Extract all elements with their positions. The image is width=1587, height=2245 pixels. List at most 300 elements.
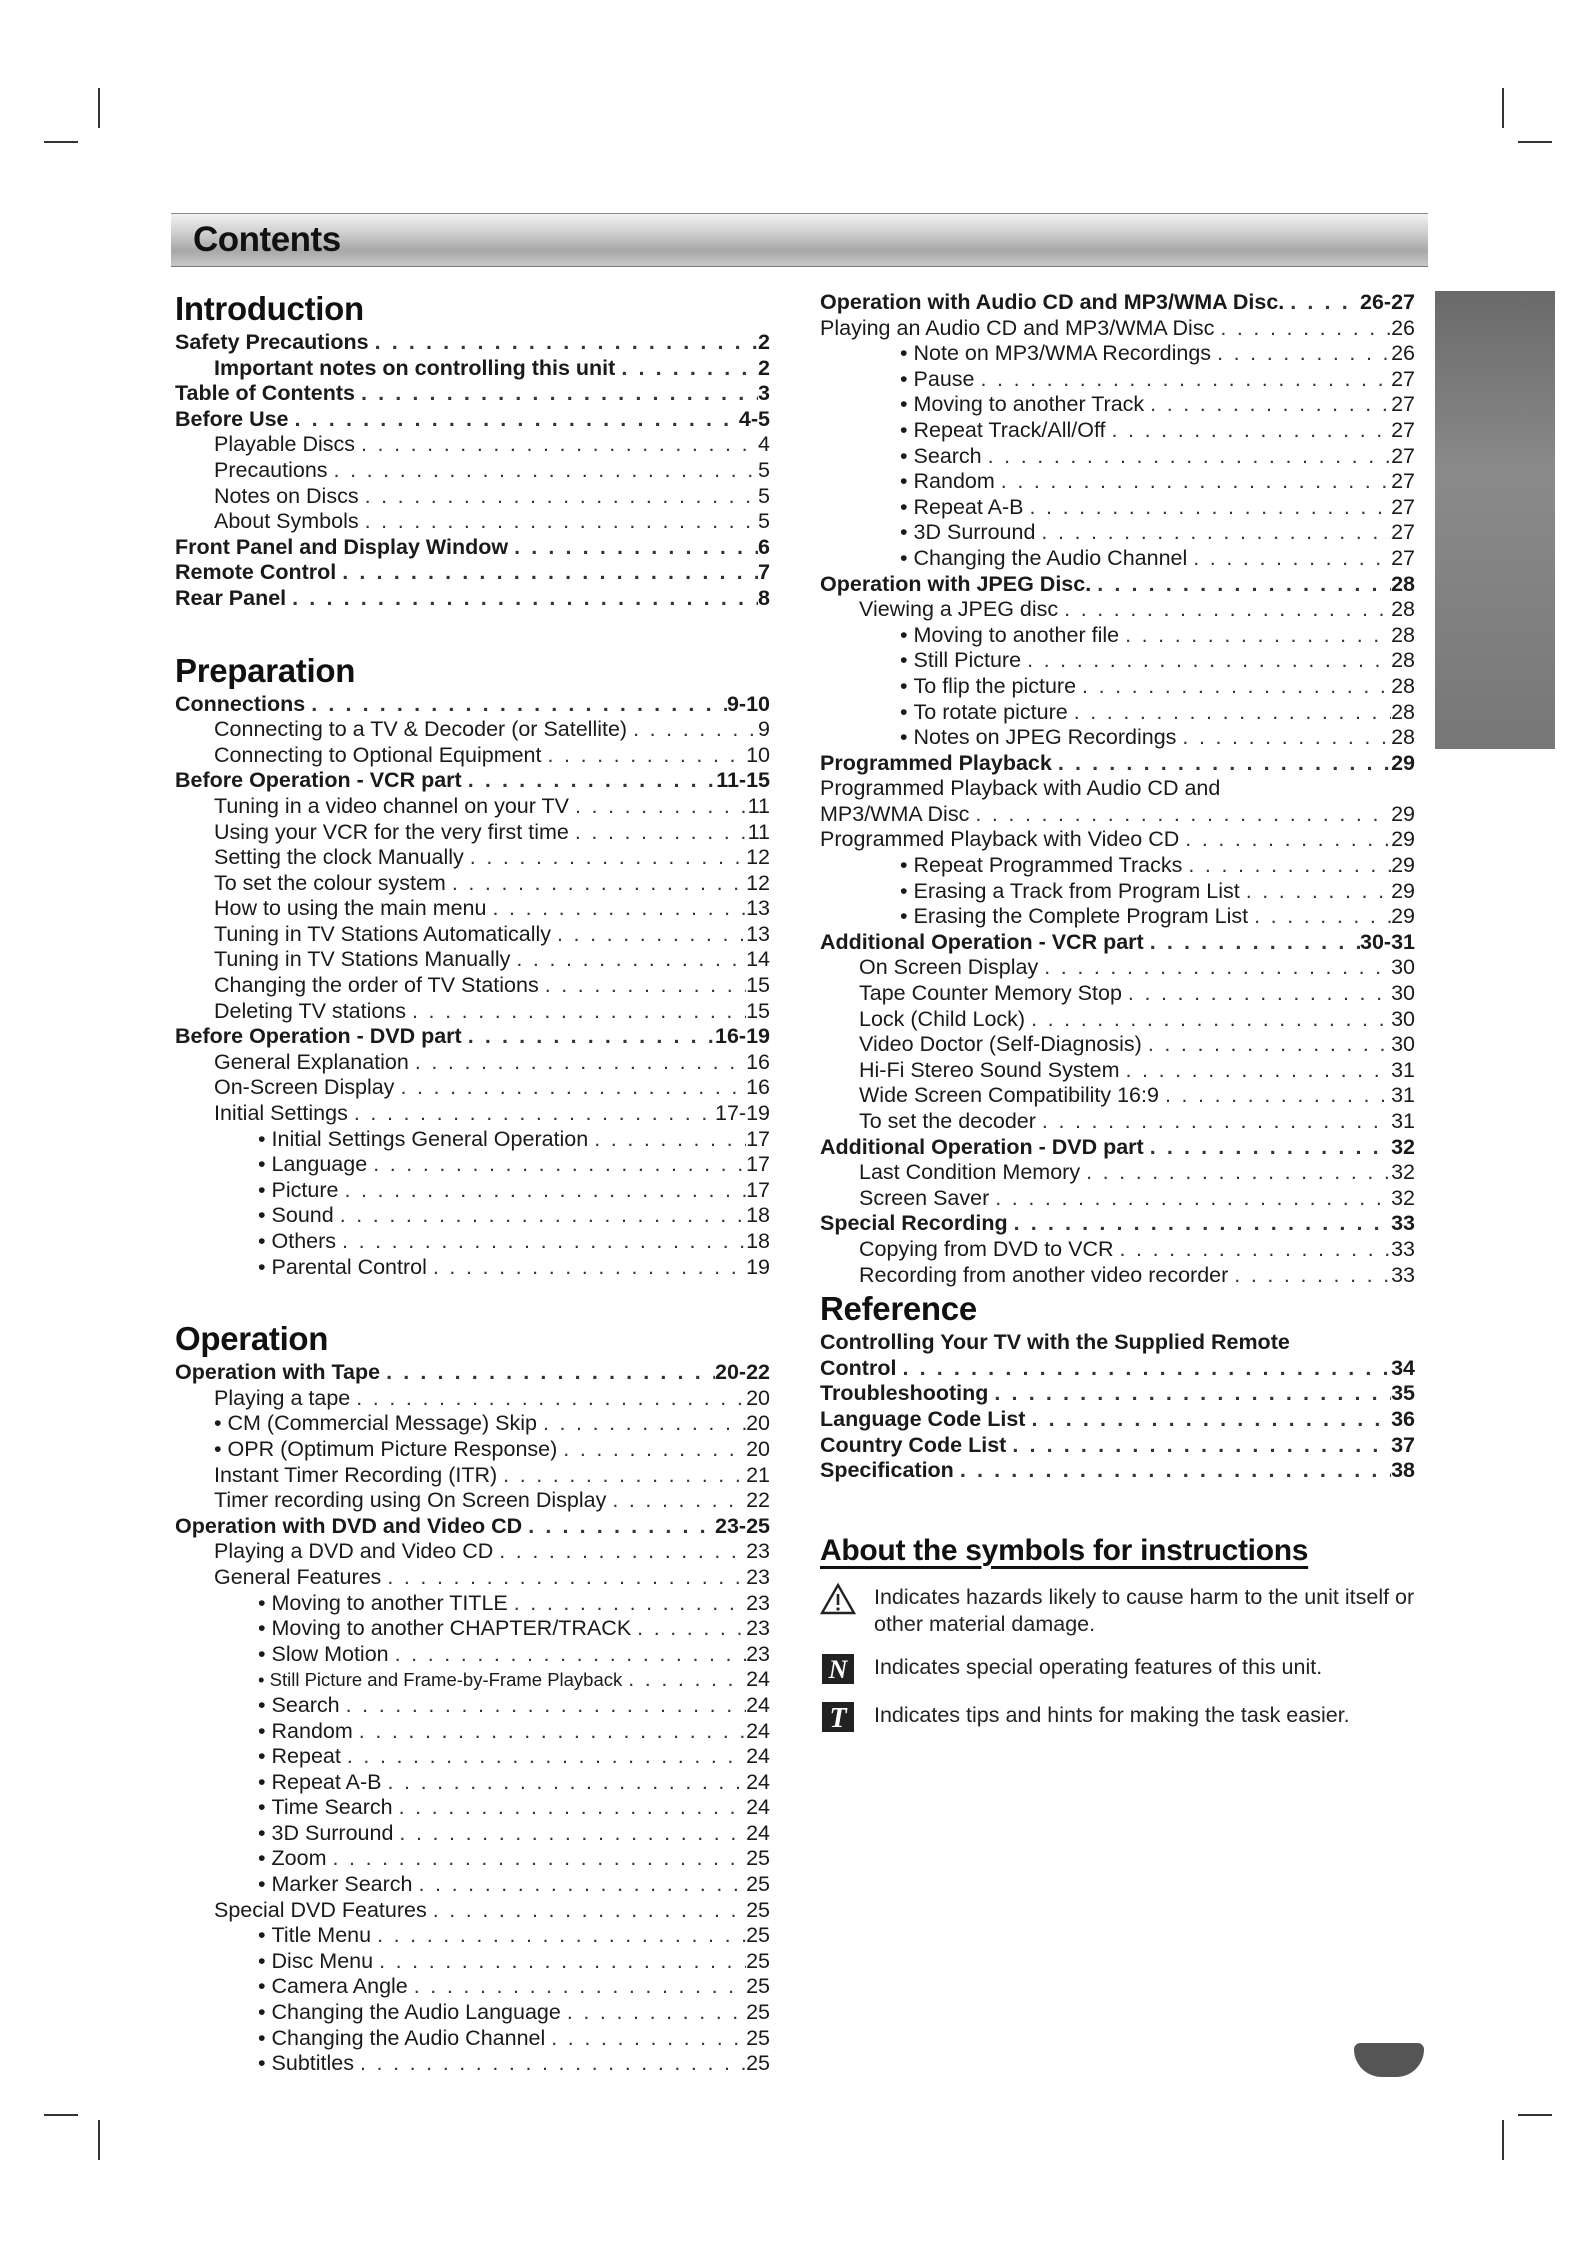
toc-entry[interactable]	[175, 1075, 770, 1101]
toc-entry-title: • Changing the Audio Channel	[900, 546, 1187, 572]
dot-leader	[340, 1693, 746, 1719]
toc-entry[interactable]	[820, 1058, 1415, 1084]
toc-entry-page: 28	[1391, 699, 1415, 724]
toc-entry-title: • Repeat	[258, 1744, 341, 1770]
toc-entry-title: • Erasing the Complete Program List	[900, 904, 1248, 930]
toc-entry[interactable]	[820, 981, 1415, 1007]
toc-entry-page: 25	[746, 1872, 770, 1897]
toc-entry[interactable]	[820, 469, 1415, 495]
toc-entry-page: 24	[746, 1692, 770, 1717]
toc-entry[interactable]	[175, 1770, 770, 1796]
toc-entry-title: • OPR (Optimum Picture Response)	[214, 1437, 557, 1463]
dot-leader	[1025, 1407, 1391, 1433]
toc-entry[interactable]	[820, 1263, 1415, 1289]
toc-entry-title: • Search	[258, 1693, 340, 1719]
toc-entry-page: 16	[746, 1049, 770, 1074]
toc-entry-title: • Slow Motion	[258, 1642, 389, 1668]
toc-entry[interactable]	[175, 1463, 770, 1489]
toc-entry-title: Setting the clock Manually	[214, 845, 464, 870]
toc-entry-title: Last Condition Memory	[859, 1160, 1081, 1185]
dot-leader	[408, 1974, 746, 2000]
toc-entry[interactable]	[820, 827, 1415, 853]
toc-entry[interactable]	[175, 1411, 770, 1437]
toc-entry[interactable]	[820, 879, 1415, 905]
toc-entry-title: • Disc Menu	[258, 1949, 373, 1975]
toc-entry[interactable]	[175, 1514, 770, 1540]
toc-entry-title: Using your VCR for the very first time	[214, 819, 569, 844]
toc-entry-page: 4	[758, 432, 770, 457]
toc-entry[interactable]	[820, 1160, 1415, 1186]
toc-entry-title: Front Panel and Display Window	[175, 534, 509, 559]
svg-text:N: N	[828, 1654, 848, 1684]
toc-entry[interactable]	[175, 1050, 770, 1076]
toc-entry[interactable]	[820, 495, 1415, 521]
toc-entry-page: 25	[746, 1974, 770, 1999]
symbol-description: Indicates hazards likely to cause harm to the unit itself or other material damage.	[874, 1584, 1415, 1636]
toc-entry-title: • Random	[900, 469, 995, 495]
toc-entry[interactable]	[820, 802, 1415, 828]
symbol-description: Indicates special operating features of this unit.	[874, 1654, 1323, 1679]
dot-leader	[1119, 623, 1391, 649]
toc-entry-title: Specification	[820, 1458, 954, 1483]
toc-entry-title: • Language	[258, 1152, 367, 1178]
toc-entry-title: Additional Operation - VCR part	[820, 929, 1144, 954]
dot-leader	[334, 1203, 746, 1229]
toc-entry-title: • Pause	[900, 367, 974, 393]
toc-entry-title: • To rotate picture	[900, 700, 1068, 726]
toc-entry-title: Before Operation - DVD part	[175, 1024, 462, 1049]
dot-leader	[631, 1616, 746, 1642]
crop-mark	[98, 2120, 100, 2160]
toc-entry[interactable]	[175, 1565, 770, 1591]
toc-entry[interactable]	[175, 484, 770, 510]
toc-entry[interactable]	[820, 1109, 1415, 1135]
toc-entry[interactable]	[175, 1203, 770, 1229]
crop-mark	[1518, 141, 1552, 143]
toc-entry[interactable]	[175, 1923, 770, 1949]
toc-entry-page: 32	[1391, 1134, 1415, 1159]
toc-entry-page: 25	[746, 1948, 770, 1973]
toc-entry[interactable]	[820, 341, 1415, 367]
toc-entry[interactable]	[175, 330, 770, 356]
toc-entry[interactable]	[175, 1616, 770, 1642]
toc-entry-title: Tuning in a video channel on your TV	[214, 793, 569, 818]
dot-leader	[615, 356, 758, 382]
toc-entry[interactable]	[820, 1407, 1415, 1433]
toc-entry[interactable]	[175, 586, 770, 612]
toc-entry-title: Instant Timer Recording (ITR)	[214, 1462, 498, 1487]
toc-entry[interactable]	[175, 2051, 770, 2077]
dot-leader	[446, 871, 746, 897]
toc-entry-title: • To flip the picture	[900, 674, 1076, 700]
dot-leader	[1036, 1109, 1391, 1135]
dot-leader	[561, 2000, 746, 2026]
toc-entry-title: • Erasing a Track from Program List	[900, 879, 1240, 905]
toc-entry-title: Copying from DVD to VCR	[859, 1236, 1114, 1261]
toc-entry[interactable]	[820, 572, 1415, 598]
toc-entry-title: Safety Precautions	[175, 330, 369, 354]
dot-leader	[1058, 597, 1391, 623]
toc-entry-page: 29	[1391, 853, 1415, 878]
dot-leader	[381, 1565, 746, 1591]
toc-entry[interactable]	[175, 1127, 770, 1153]
toc-entry[interactable]	[175, 794, 770, 820]
toc-entry-title: Remote Control	[175, 560, 337, 585]
toc-entry[interactable]	[175, 1795, 770, 1821]
toc-entry-title: Operation with Tape	[175, 1360, 381, 1385]
tip-t-icon	[820, 1700, 856, 1734]
toc-entry-page: 29	[1391, 801, 1415, 826]
dot-leader	[350, 1386, 746, 1412]
toc-entry[interactable]	[820, 1186, 1415, 1212]
toc-entry-page: 11	[747, 793, 770, 818]
toc-entry-title: MP3/WMA Disc	[820, 801, 970, 826]
dot-leader	[1240, 879, 1391, 905]
toc-entry[interactable]	[175, 1693, 770, 1719]
toc-entry-page: 30	[1391, 1006, 1415, 1031]
toc-entry[interactable]	[175, 1949, 770, 1975]
toc-entry-page: 26	[1391, 341, 1415, 366]
toc-entry[interactable]	[820, 316, 1415, 342]
toc-entry-page: 26	[1391, 315, 1415, 340]
toc-entry-title: Operation with Audio CD and MP3/WMA Disc.	[820, 290, 1285, 314]
toc-entry[interactable]	[175, 768, 770, 794]
dot-leader	[1080, 1160, 1391, 1186]
toc-entry[interactable]	[175, 1642, 770, 1668]
toc-entry-page: 12	[746, 870, 770, 895]
toc-entry[interactable]	[175, 2026, 770, 2052]
dot-leader	[355, 381, 758, 407]
toc-entry-page: 11-15	[716, 768, 770, 793]
section-heading: Reference	[820, 1290, 977, 1328]
toc-entry-title: How to using the main menu	[214, 896, 487, 921]
toc-entry[interactable]	[175, 743, 770, 769]
toc-entry[interactable]	[175, 560, 770, 586]
crop-mark	[1502, 2120, 1504, 2160]
toc-entry[interactable]	[175, 458, 770, 484]
toc-text-line: Controlling Your TV with the Supplied Remote	[820, 1330, 1290, 1355]
crop-mark	[98, 88, 100, 128]
dot-leader	[1159, 1083, 1391, 1109]
dot-leader	[1052, 751, 1391, 777]
toc-entry[interactable]	[820, 1433, 1415, 1459]
toc-entry-page: 14	[746, 947, 770, 972]
toc-entry[interactable]	[175, 356, 770, 382]
dot-leader	[539, 973, 746, 999]
toc-entry-page: 23	[746, 1564, 770, 1589]
toc-entry[interactable]	[175, 1488, 770, 1514]
dot-leader	[427, 1898, 746, 1924]
dot-leader	[1091, 572, 1391, 598]
toc-entry[interactable]	[820, 1458, 1415, 1484]
toc-entry-page: 23	[746, 1539, 770, 1564]
page-title: Contents	[193, 220, 341, 259]
toc-entry[interactable]	[175, 1667, 770, 1693]
toc-entry[interactable]	[175, 1974, 770, 2000]
toc-entry[interactable]	[175, 922, 770, 948]
toc-entry[interactable]	[820, 955, 1415, 981]
toc-entry[interactable]	[820, 367, 1415, 393]
toc-entry-title: To set the colour system	[214, 870, 446, 895]
toc-entry[interactable]	[175, 535, 770, 561]
toc-entry[interactable]	[820, 1356, 1415, 1382]
dot-leader	[1008, 1211, 1391, 1237]
toc-entry-page: 5	[758, 509, 770, 534]
toc-right-column	[820, 290, 1415, 1734]
toc-entry-title: • Others	[258, 1229, 336, 1255]
dot-leader	[348, 1101, 715, 1127]
toc-entry-page: 16-19	[715, 1024, 770, 1049]
toc-entry[interactable]	[175, 432, 770, 458]
toc-entry-page: 28	[1391, 571, 1415, 596]
toc-entry[interactable]	[175, 1024, 770, 1050]
toc-entry[interactable]	[175, 509, 770, 535]
toc-entry-title: Programmed Playback with Video CD	[820, 827, 1180, 852]
toc-entry[interactable]	[820, 751, 1415, 777]
page-number-tab	[1354, 2043, 1424, 2077]
toc-entry[interactable]	[175, 1229, 770, 1255]
toc-entry[interactable]	[820, 546, 1415, 572]
toc-entry-title: Special DVD Features	[214, 1897, 427, 1922]
dot-leader	[522, 1514, 715, 1540]
toc-entry[interactable]	[175, 2000, 770, 2026]
dot-leader	[1211, 341, 1391, 367]
dot-leader	[286, 586, 758, 612]
section-heading: Introduction	[175, 290, 364, 327]
toc-entry-page: 11	[747, 819, 770, 844]
toc-entry-page: 19	[746, 1254, 770, 1279]
toc-right-entries	[820, 290, 1415, 1484]
toc-entry-title: • Time Search	[258, 1795, 393, 1821]
toc-entry[interactable]	[820, 930, 1415, 956]
dot-leader	[510, 947, 746, 973]
toc-entry-page: 20-22	[715, 1360, 770, 1385]
toc-entry[interactable]	[820, 1032, 1415, 1058]
toc-entry[interactable]	[820, 700, 1415, 726]
toc-entry-title: • Moving to another Track	[900, 392, 1144, 418]
toc-entry-title: • Changing the Audio Language	[258, 2000, 561, 2026]
toc-entry-title: Connecting to a TV & Decoder (or Satellite)	[214, 717, 628, 742]
toc-entry-title: Wide Screen Compatibility 16:9	[859, 1083, 1159, 1108]
toc-entry[interactable]	[820, 1007, 1415, 1033]
toc-entry-page: 17-19	[715, 1101, 770, 1126]
toc-entry[interactable]	[175, 1101, 770, 1127]
toc-entry[interactable]	[175, 1255, 770, 1281]
dot-leader	[413, 1872, 747, 1898]
toc-entry-page: 33	[1391, 1236, 1415, 1261]
toc-entry[interactable]	[820, 1237, 1415, 1263]
toc-entry[interactable]	[175, 999, 770, 1025]
toc-entry[interactable]	[175, 1360, 770, 1386]
section-heading: Preparation	[175, 651, 356, 689]
toc-entry-page: 28	[1391, 673, 1415, 698]
dot-leader	[989, 1186, 1391, 1212]
dot-leader	[988, 1381, 1391, 1407]
dot-leader	[1006, 1433, 1391, 1459]
toc-entry-page: 27	[1391, 366, 1415, 391]
toc-entry-page: 27	[1391, 545, 1415, 570]
toc-entry-page: 30-31	[1360, 929, 1415, 954]
toc-entry[interactable]	[175, 845, 770, 871]
dot-leader	[354, 2051, 746, 2077]
toc-entry[interactable]	[820, 597, 1415, 623]
toc-text-line: Programmed Playback with Audio CD and	[820, 776, 1221, 801]
dot-leader	[995, 469, 1391, 495]
toc-entry-title: Hi-Fi Stereo Sound System	[859, 1057, 1120, 1082]
toc-entry-page: 29	[1391, 750, 1415, 775]
toc-entry[interactable]	[820, 853, 1415, 879]
dot-leader	[394, 1075, 746, 1101]
toc-entry[interactable]	[175, 407, 770, 433]
toc-entry-page: 37	[1391, 1432, 1415, 1457]
dot-leader	[1114, 1237, 1392, 1263]
toc-entry[interactable]	[820, 1211, 1415, 1237]
toc-entry-title: • Moving to another file	[900, 623, 1119, 649]
toc-entry[interactable]	[820, 674, 1415, 700]
toc-entry-title: • Moving to another CHAPTER/TRACK	[258, 1616, 631, 1642]
toc-entry-title: • Repeat Programmed Tracks	[900, 853, 1182, 879]
toc-entry-title: Notes on Discs	[214, 483, 359, 508]
dot-leader	[380, 1360, 715, 1386]
toc-entry[interactable]	[175, 1178, 770, 1204]
dot-leader	[1144, 1135, 1391, 1161]
toc-entry[interactable]	[175, 692, 770, 718]
toc-entry-page: 28	[1391, 648, 1415, 673]
toc-entry-title: • Initial Settings General Operation	[258, 1127, 588, 1153]
symbol-description: Indicates tips and hints for making the task easier.	[874, 1702, 1350, 1727]
symbol-item	[820, 1654, 1415, 1686]
toc-entry-title: Changing the order of TV Stations	[214, 973, 539, 998]
toc-entry-title: To set the decoder	[859, 1109, 1036, 1133]
warning-triangle-icon	[820, 1582, 856, 1616]
toc-entry-title: Language Code List	[820, 1406, 1026, 1431]
toc-entry[interactable]	[175, 871, 770, 897]
toc-entry-title: Programmed Playback	[820, 750, 1052, 775]
dot-leader	[406, 999, 746, 1025]
toc-entry-title: Rear Panel	[175, 585, 287, 610]
toc-entry[interactable]	[175, 1846, 770, 1872]
toc-entry[interactable]	[820, 1381, 1415, 1407]
toc-entry[interactable]	[820, 623, 1415, 649]
toc-entry[interactable]	[820, 648, 1415, 674]
toc-entry[interactable]	[820, 520, 1415, 546]
toc-entry-page: 5	[758, 483, 770, 508]
toc-entry[interactable]	[175, 1539, 770, 1565]
dot-leader	[1142, 1032, 1391, 1058]
toc-entry-title: Initial Settings	[214, 1101, 348, 1126]
toc-entry[interactable]	[175, 820, 770, 846]
toc-entry-page: 4-5	[738, 406, 770, 431]
toc-entry-page: 26-27	[1360, 290, 1415, 314]
toc-entry[interactable]	[820, 904, 1415, 930]
toc-entry[interactable]	[175, 1437, 770, 1463]
toc-entry[interactable]	[820, 290, 1415, 316]
toc-entry-page: 32	[1391, 1160, 1415, 1185]
dot-leader	[569, 820, 748, 846]
toc-entry[interactable]	[175, 1872, 770, 1898]
toc-entry-title: • Title Menu	[258, 1923, 371, 1949]
dot-leader	[537, 1411, 746, 1437]
dot-leader	[588, 1127, 746, 1153]
toc-entry-title: Playable Discs	[214, 432, 355, 457]
section-side-tab	[1435, 291, 1555, 749]
dot-leader	[1144, 930, 1360, 956]
toc-entry[interactable]	[820, 444, 1415, 470]
toc-entry-page: 27	[1391, 520, 1415, 545]
dot-leader	[493, 1539, 746, 1565]
toc-entry-page: 36	[1391, 1406, 1415, 1431]
toc-entry[interactable]	[820, 418, 1415, 444]
dot-leader	[542, 743, 747, 769]
toc-entry[interactable]	[175, 1719, 770, 1745]
toc-entry-page: 28	[1391, 622, 1415, 647]
toc-entry-page: 20	[746, 1436, 770, 1461]
toc-entry-title: • Subtitles	[258, 2051, 354, 2077]
toc-entry[interactable]	[820, 1083, 1415, 1109]
dot-leader	[353, 1719, 746, 1745]
toc-entry-page: 24	[746, 1795, 770, 1820]
toc-entry-page: 30	[1391, 1032, 1415, 1057]
toc-entry-title: Operation with DVD and Video CD	[175, 1513, 523, 1538]
toc-entry-page: 20	[746, 1411, 770, 1436]
toc-entry[interactable]	[175, 1386, 770, 1412]
toc-entry[interactable]	[175, 1152, 770, 1178]
toc-entry-page: 24	[746, 1820, 770, 1845]
toc-entry-page: 9	[758, 717, 770, 742]
dot-leader	[982, 444, 1391, 470]
dot-leader	[338, 1178, 746, 1204]
toc-entry[interactable]	[175, 1744, 770, 1770]
toc-entry[interactable]	[175, 381, 770, 407]
toc-entry[interactable]	[175, 717, 770, 743]
toc-entry-page: 23-25	[715, 1513, 770, 1538]
dot-leader	[1068, 700, 1391, 726]
toc-entry[interactable]	[820, 725, 1415, 751]
toc-left-column	[175, 288, 770, 2077]
toc-entry[interactable]	[820, 392, 1415, 418]
toc-entry[interactable]	[175, 1821, 770, 1847]
toc-entry-title: Deleting TV stations	[214, 998, 407, 1023]
toc-entry[interactable]	[175, 973, 770, 999]
dot-leader	[1038, 955, 1391, 981]
toc-entry-page: 15	[746, 998, 770, 1023]
toc-entry-title: About Symbols	[214, 509, 359, 534]
toc-entry-page: 15	[746, 973, 770, 998]
dot-leader	[974, 367, 1391, 393]
toc-entry[interactable]	[175, 1898, 770, 1924]
dot-leader	[1122, 981, 1391, 1007]
dot-leader	[896, 1356, 1391, 1382]
dot-leader	[508, 535, 758, 561]
toc-entry[interactable]	[175, 896, 770, 922]
dot-leader	[373, 1949, 746, 1975]
toc-entry-page: 24	[746, 1667, 770, 1692]
toc-entry-title: General Features	[214, 1564, 382, 1589]
toc-entry-page: 10	[746, 742, 770, 767]
dot-leader	[341, 1744, 746, 1770]
toc-entry-page: 31	[1391, 1109, 1415, 1133]
toc-entry[interactable]	[175, 1591, 770, 1617]
toc-entry[interactable]	[820, 1135, 1415, 1161]
toc-entry-page: 24	[746, 1744, 770, 1769]
dot-leader	[569, 794, 748, 820]
dot-leader	[1187, 546, 1391, 572]
toc-entry-page: 29	[1391, 878, 1415, 903]
toc-entry-title: Operation with JPEG Disc.	[820, 571, 1092, 596]
symbols-heading: About the symbols for instructions	[820, 1533, 1309, 1567]
toc-entry[interactable]	[175, 947, 770, 973]
toc-entry-title: Before Operation - VCR part	[175, 768, 462, 793]
